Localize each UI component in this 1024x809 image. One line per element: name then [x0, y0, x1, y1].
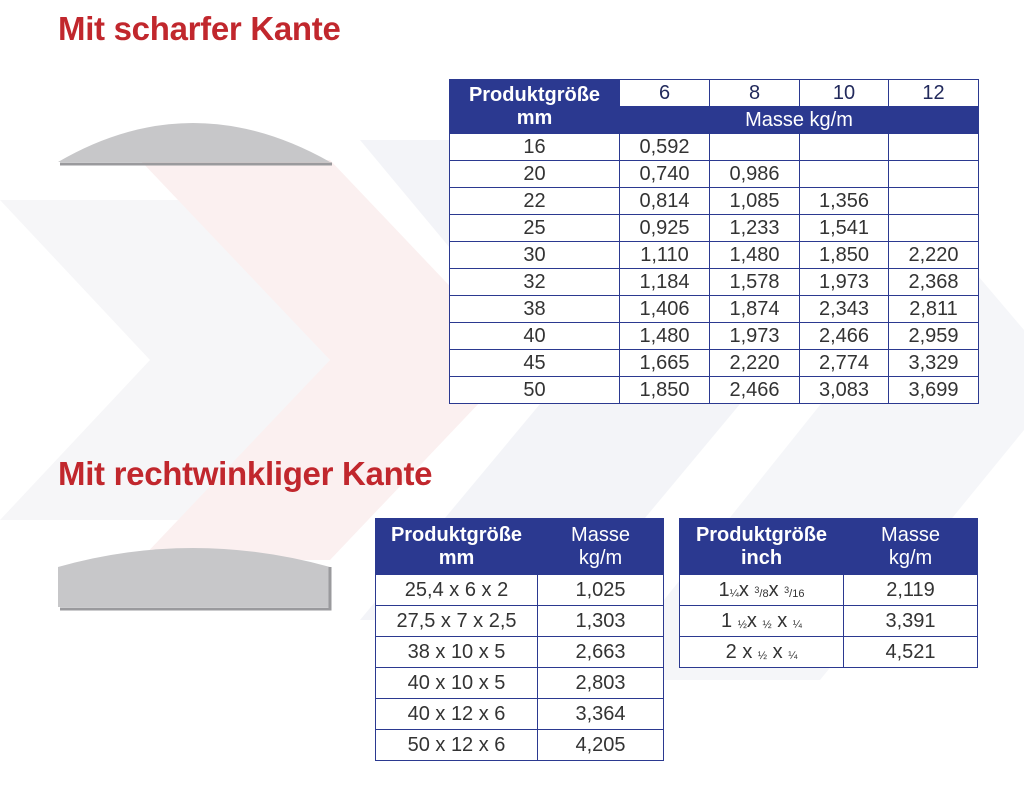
size-cell: 27,5 x 7 x 2,5: [376, 606, 538, 637]
table-row: [450, 377, 979, 404]
table-row: [376, 637, 664, 668]
table-row: [450, 350, 979, 377]
mass-cell: 1,480: [710, 242, 800, 269]
mass-cell: 2,959: [889, 323, 979, 350]
mass-cell: 2,220: [710, 350, 800, 377]
right-angle-mm-mass-table: [375, 518, 664, 761]
size-cell: 25,4 x 6 x 2: [376, 575, 538, 606]
mass-cell: 1,110: [620, 242, 710, 269]
mass-cell: [889, 161, 979, 188]
mass-cell: 3,364: [538, 699, 664, 730]
mass-cell: 2,663: [538, 637, 664, 668]
mass-cell: [800, 161, 889, 188]
size-cell: 32: [450, 269, 620, 296]
table-row: [450, 215, 979, 242]
size-cell: 22: [450, 188, 620, 215]
size-cell: 1 ½x ½ x ¼: [680, 606, 844, 637]
table-row: [680, 606, 978, 637]
mass-cell: 1,973: [710, 323, 800, 350]
mass-cell: 2,466: [710, 377, 800, 404]
mass-cell: 1,850: [800, 242, 889, 269]
mass-cell: 0,592: [620, 134, 710, 161]
mass-cell: 4,521: [844, 637, 978, 668]
mass-cell: 1,541: [800, 215, 889, 242]
mass-cell: [889, 215, 979, 242]
sharp-edge-mass-table: [449, 79, 979, 404]
mass-cell: 3,083: [800, 377, 889, 404]
mass-cell: 1,085: [710, 188, 800, 215]
mass-cell: 1,025: [538, 575, 664, 606]
size-cell: 30: [450, 242, 620, 269]
table-row: [680, 575, 978, 606]
right-angle-edge-profile-illustration: [52, 535, 337, 615]
table-row: [450, 134, 979, 161]
mass-cell: 1,850: [620, 377, 710, 404]
size-cell: 25: [450, 215, 620, 242]
mass-cell: [889, 188, 979, 215]
mass-cell: 2,220: [889, 242, 979, 269]
mass-cell: 1,874: [710, 296, 800, 323]
mass-cell: 1,356: [800, 188, 889, 215]
size-cell: 40 x 10 x 5: [376, 668, 538, 699]
size-cell: 20: [450, 161, 620, 188]
table-row: [450, 269, 979, 296]
size-cell: 16: [450, 134, 620, 161]
mass-cell: 2,119: [844, 575, 978, 606]
header-thickness-10: 10: [800, 80, 889, 107]
size-cell: 2 x ½ x ¼: [680, 637, 844, 668]
header-thickness-12: 12: [889, 80, 979, 107]
sharp-edge-profile-illustration: [52, 100, 337, 175]
mass-cell: 2,343: [800, 296, 889, 323]
size-cell: 38: [450, 296, 620, 323]
table-row: [450, 161, 979, 188]
mass-cell: 1,184: [620, 269, 710, 296]
mass-cell: 4,205: [538, 730, 664, 761]
mass-cell: 3,329: [889, 350, 979, 377]
table-row: [450, 188, 979, 215]
mass-cell: 2,811: [889, 296, 979, 323]
header-mass-unit: Masse kg/m: [620, 107, 979, 134]
mass-cell: 1,973: [800, 269, 889, 296]
mass-cell: 2,466: [800, 323, 889, 350]
header-product-size-mm: Produktgröße mm: [376, 519, 538, 575]
size-cell: 40: [450, 323, 620, 350]
mass-cell: 2,368: [889, 269, 979, 296]
table-row: [376, 668, 664, 699]
mass-cell: 2,803: [538, 668, 664, 699]
mass-cell: 0,740: [620, 161, 710, 188]
mass-cell: 1,303: [538, 606, 664, 637]
size-cell: 1¼x $^3$/8x $^3$/16: [680, 575, 844, 606]
mass-cell: 3,699: [889, 377, 979, 404]
mass-cell: [710, 134, 800, 161]
table-row: [450, 323, 979, 350]
header-thickness-8: 8: [710, 80, 800, 107]
header-product-size: Produktgröße mm: [450, 80, 620, 134]
table-row: [376, 730, 664, 761]
size-cell: 38 x 10 x 5: [376, 637, 538, 668]
mass-cell: 3,391: [844, 606, 978, 637]
header-mass: Masse kg/m: [538, 519, 664, 575]
mass-cell: 1,480: [620, 323, 710, 350]
mass-cell: [800, 134, 889, 161]
size-cell: 50: [450, 377, 620, 404]
size-cell: 40 x 12 x 6: [376, 699, 538, 730]
section-title-right-angle-edge: Mit rechtwinkliger Kante: [58, 455, 433, 492]
section-title-sharp-edge: Mit scharfer Kante: [58, 10, 341, 47]
table-row: [680, 637, 978, 668]
table-row: [376, 575, 664, 606]
right-angle-inch-mass-table: [679, 518, 978, 668]
table-row: [376, 699, 664, 730]
mass-cell: 1,406: [620, 296, 710, 323]
mass-cell: 1,233: [710, 215, 800, 242]
mass-cell: 0,814: [620, 188, 710, 215]
mass-cell: 1,578: [710, 269, 800, 296]
size-cell: 45: [450, 350, 620, 377]
header-thickness-6: 6: [620, 80, 710, 107]
header-product-size-inch: Produktgröße inch: [680, 519, 844, 575]
mass-cell: 1,665: [620, 350, 710, 377]
mass-cell: 0,925: [620, 215, 710, 242]
mass-cell: 0,986: [710, 161, 800, 188]
table-row: [376, 606, 664, 637]
mass-cell: 2,774: [800, 350, 889, 377]
table-row: [450, 242, 979, 269]
table-row: [450, 296, 979, 323]
size-cell: 50 x 12 x 6: [376, 730, 538, 761]
header-mass: Masse kg/m: [844, 519, 978, 575]
mass-cell: [889, 134, 979, 161]
